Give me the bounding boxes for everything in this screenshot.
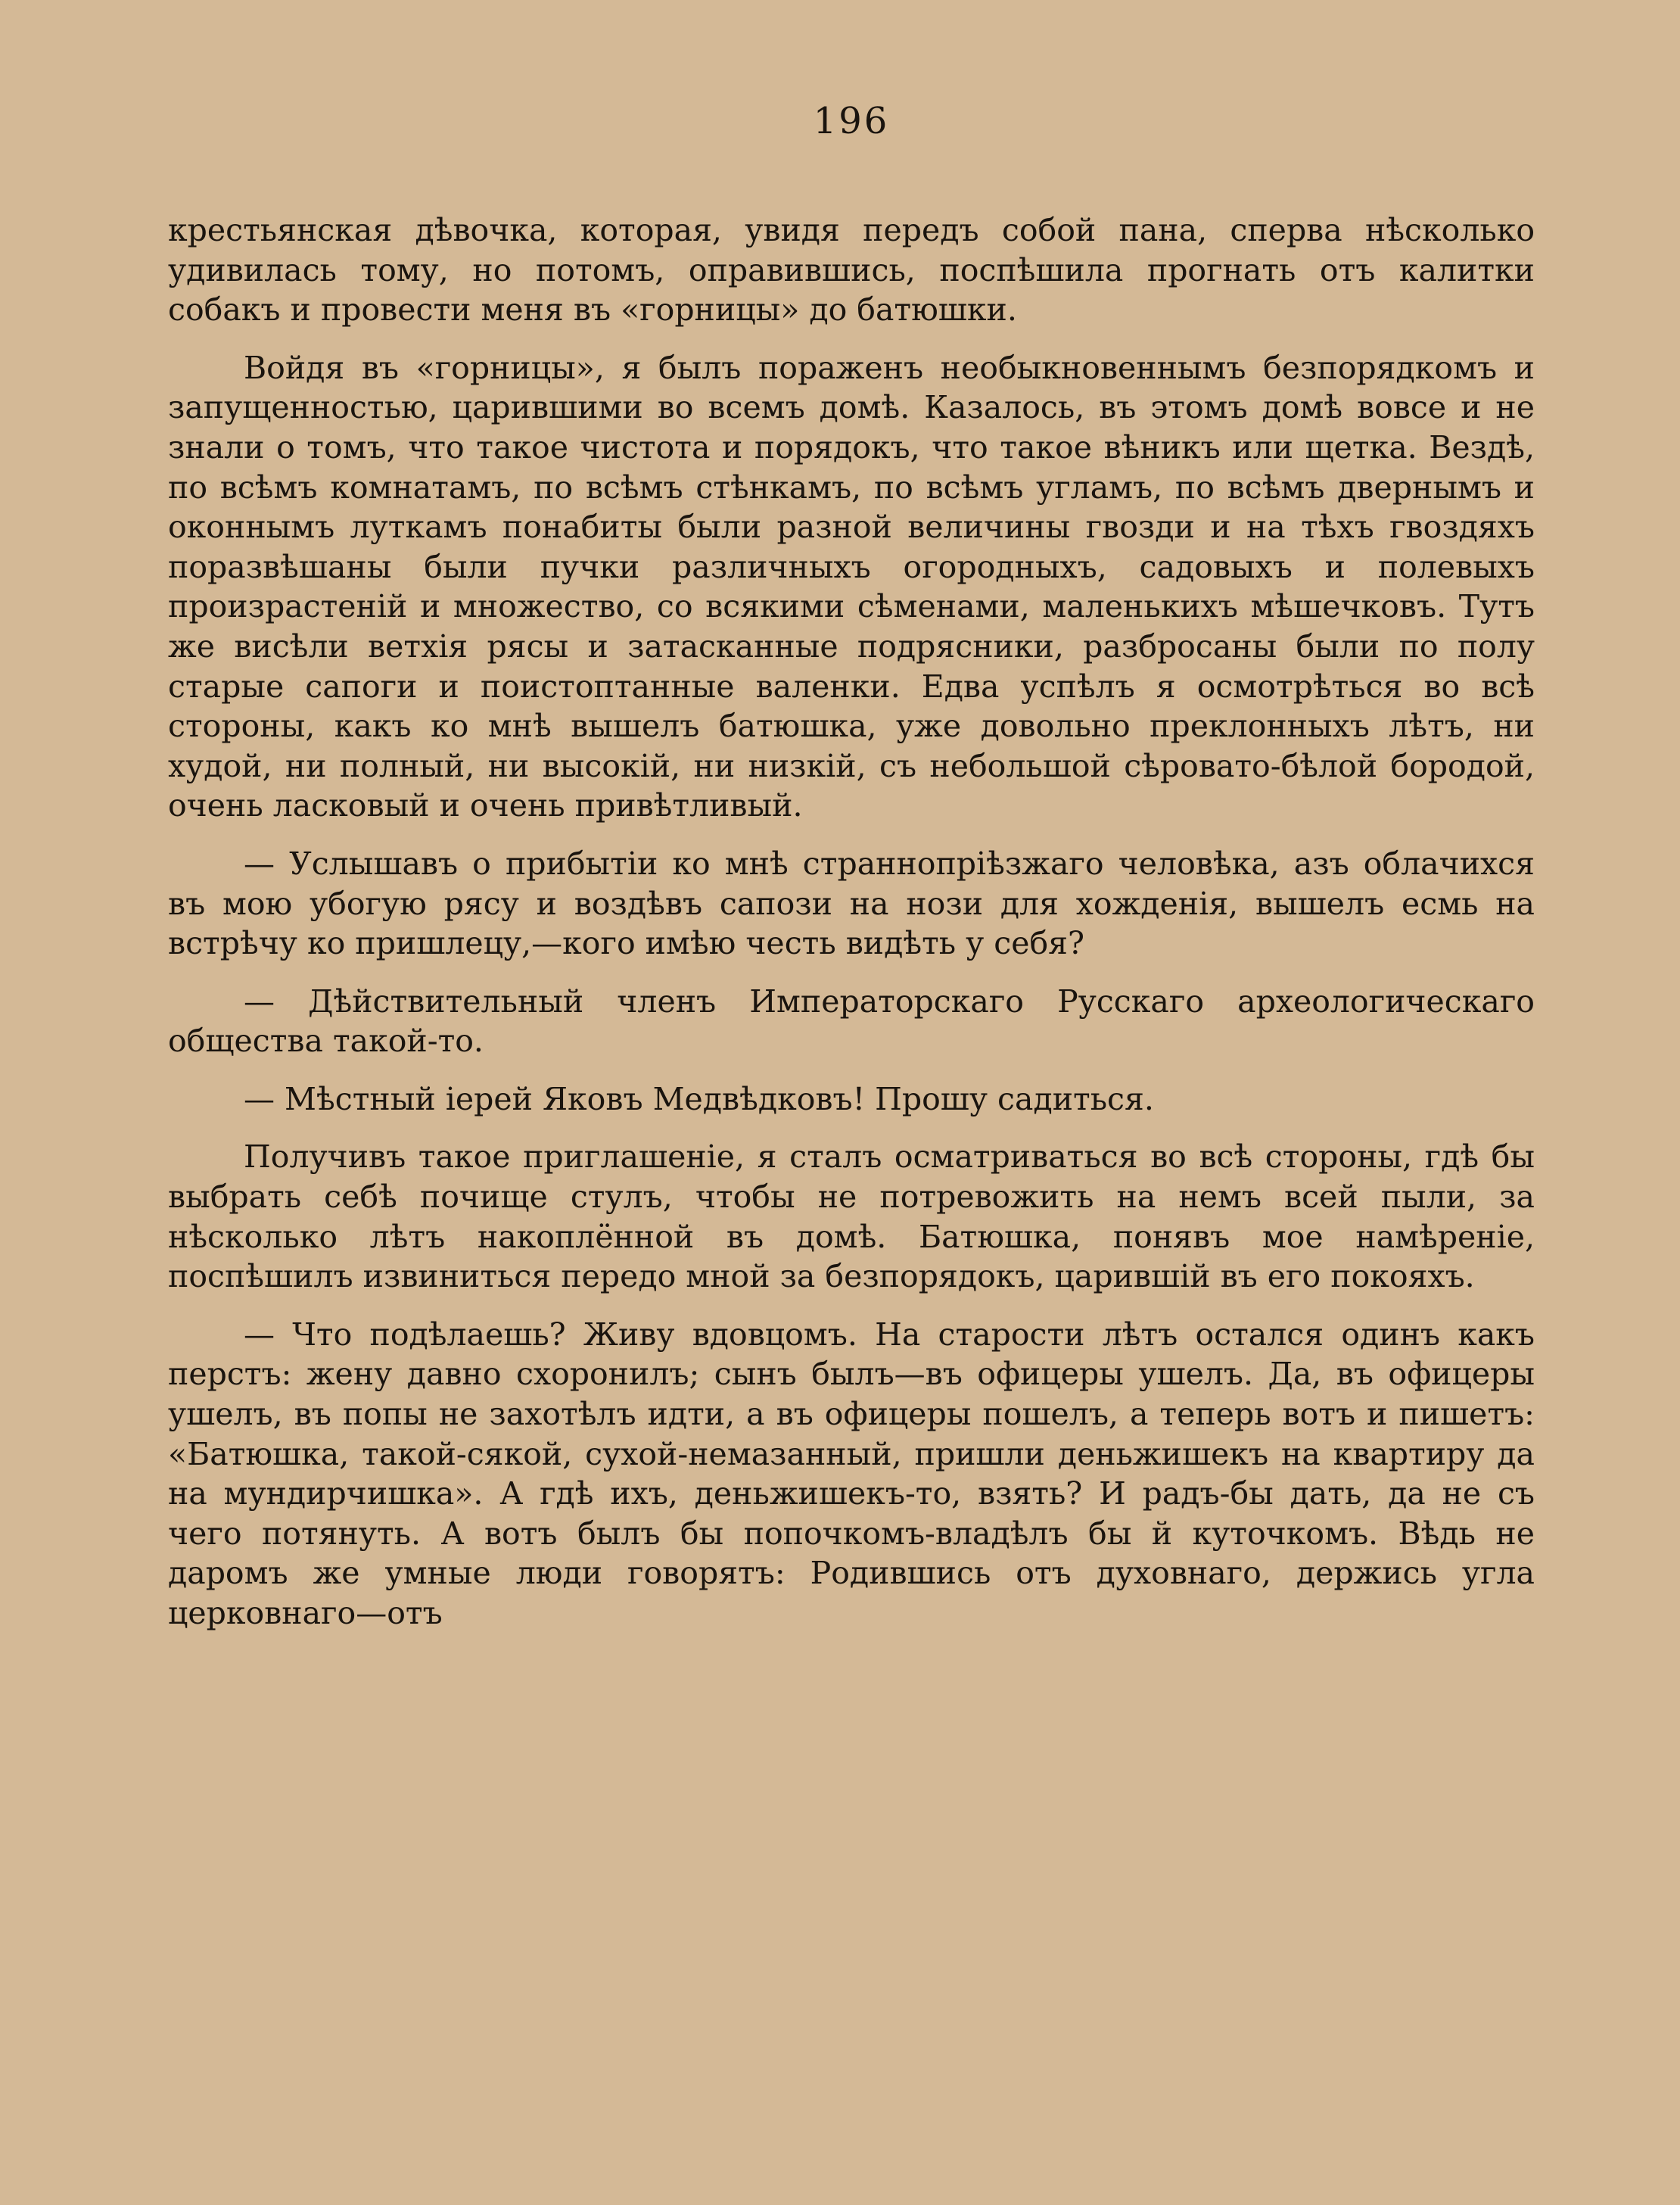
paragraph: крестьянская дѣвочка, которая, увидя передъ собой пана, сперва нѣсколько удивилась тому, но потомъ, оправившись, поспѣшила прогнать отъ калитки собакъ и провести меня въ «горницы» до батюшки.	[168, 212, 1535, 329]
page-text	[168, 210, 1535, 1634]
paragraph: — Услышавъ о прибытiи ко мнѣ страннопрiѣзжаго человѣка, азъ облачихся въ мою убогую рясу и воздѣвъ сапози на нози для хожденiя, вышелъ есмь на встрѣчу ко пришлецу,—кого имѣю честь видѣть у себя?	[168, 845, 1535, 962]
paragraph: Войдя въ «горницы», я былъ пораженъ необыкновеннымъ безпорядкомъ и запущенностью, царившими во всемъ домѣ. Казалось, въ этомъ домѣ вовсе и не знали о томъ, что такое чистота и порядокъ, что такое вѣникъ или щетка. Вездѣ, по всѣмъ комнатамъ, по всѣмъ стѣнкамъ, по всѣмъ угламъ, по всѣмъ двернымъ и оконнымъ луткамъ понабиты были разной величины гвозди и на тѣхъ гвоздяхъ поразвѣшаны были пучки различныхъ огородныхъ, садовыхъ и полевыхъ произрастенiй и множество, со всякими сѣменами, маленькихъ мѣшечковъ. Тутъ же висѣли ветхiя рясы и затасканные подрясники, разбросаны были по полу старые сапоги и поистоптанные валенки. Едва успѣлъ я осмотрѣться во всѣ стороны, какъ ко мнѣ вышелъ батюшка, уже довольно преклонныхъ лѣтъ, ни худой, ни полный, ни высокiй, ни низкiй, съ небольшой сѣровато-бѣлой бородой, очень ласковый и очень привѣтливый.	[168, 349, 1535, 824]
paragraph: Получивъ такое приглашенiе, я сталъ осматриваться во всѣ стороны, гдѣ бы выбрать себѣ почище стулъ, чтобы не потревожить на немъ всей пыли, за нѣсколько лѣтъ накоплённой въ домѣ. Батюшка, понявъ мое намѣренiе, поспѣшилъ извиниться передо мной за безпорядокъ, царившiй въ его покояхъ.	[168, 1138, 1535, 1295]
paragraph: — Дѣйствительный членъ Императорскаго Русскаго археологическаго общества такой-то.	[168, 983, 1535, 1060]
book-page	[168, 98, 1535, 1634]
paragraph: — Что подѣлаешь? Живу вдовцомъ. На старости лѣтъ остался одинъ какъ перстъ: жену давно схоронилъ; сынъ былъ—въ офицеры ушелъ. Да, въ офицеры ушелъ, въ попы не захотѣлъ идти, а въ офицеры пошелъ, а теперь вотъ и пишетъ: «Батюшка, такой-сякой, сухой-немазанный, пришли деньжишекъ на квартиру да на мундирчишка». А гдѣ ихъ, деньжишекъ-то, взять? И радъ-бы дать, да не съ чего потянуть. А вотъ былъ бы попочкомъ-владѣлъ бы й куточкомъ. Вѣдь не даромъ же умные люди говорятъ: Родившись отъ духовнаго, держись угла церковнаго—отъ	[168, 1316, 1535, 1631]
page-number: 196	[813, 100, 890, 142]
paragraph: — Мѣстный iерей Яковъ Медвѣдковъ! Прошу садиться.	[244, 1080, 1154, 1117]
